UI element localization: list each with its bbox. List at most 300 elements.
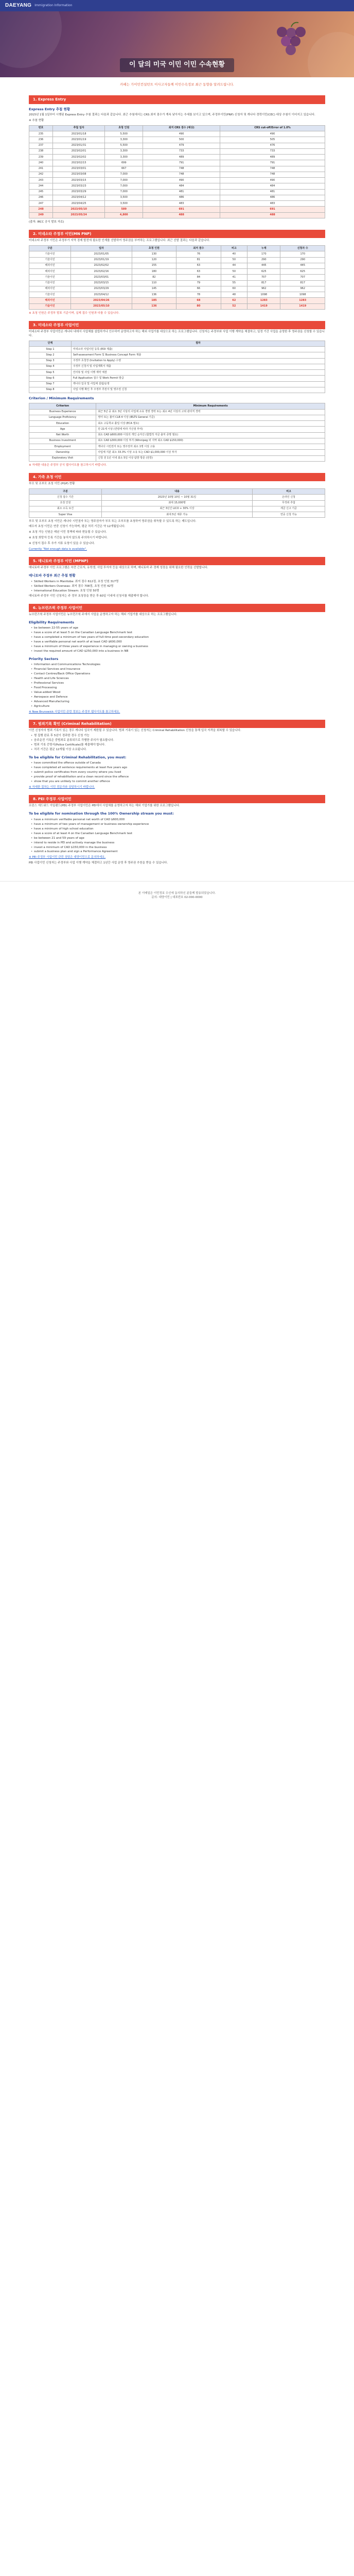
list-item: • Value-added Wood	[31, 691, 325, 695]
table-row	[29, 178, 325, 183]
section-3-note: ※ 자세한 내용은 주정부 공식 웹사이트를 참고하시기 바랍니다.	[29, 463, 107, 467]
list-item: • have a completed a minimum of two years of full-time post-secondary education	[31, 636, 325, 640]
table-row	[29, 364, 325, 369]
footer-line-2: 문의: 대양이민 | 대표번호 02-000-0000	[151, 896, 203, 900]
section-6-subheading: Eligibility Requirements	[29, 620, 75, 624]
list-item: • have a minimum of two years of management or business ownership experience	[31, 823, 325, 827]
table-cell: 2023/02/16	[71, 269, 132, 275]
table-cell: 240	[29, 160, 53, 166]
table-cell: 476	[220, 143, 325, 148]
section-8-subheading: To be eligible for nomination through the 100% Ownership stream you must:	[29, 811, 174, 816]
table-cell: 3,300	[105, 148, 143, 154]
table-cell: 748	[220, 172, 325, 177]
table-row	[29, 201, 325, 207]
table-row	[29, 381, 325, 387]
section-8-p2: PEI 사업이민 신청자는 주정부와 사업 이행 계약을 체결하고 1년간 사업 운영 후 영주권 추천을 받을 수 있습니다.	[29, 861, 168, 865]
table-cell: 625	[280, 269, 325, 275]
table-cell: 인터뷰 및 사업 이행 계약 체결	[71, 370, 325, 376]
table-cell: 해외이민	[29, 269, 71, 275]
table-row	[29, 137, 325, 143]
table-cell: 주정부 신청서 및 사업계획서 제출	[71, 364, 325, 369]
section-6-p1: 뉴브런즈윅 주정부 사업이민은 뉴브런즈윅 주에서 사업을 운영하고자 하는 해외 기업가를 대상으로 하는 프로그램입니다.	[29, 613, 178, 616]
table-cell: 온라인 신청	[253, 495, 325, 500]
table-cell: 290	[247, 257, 280, 263]
table-cell: 영어 또는 불어 CLB 4 이상 (IELTS General 기준)	[96, 415, 325, 420]
table-cell: 691	[143, 207, 220, 212]
table-cell: 239	[29, 155, 53, 160]
table-cell: 2023/03/23	[52, 183, 104, 189]
table-cell: 180	[132, 269, 176, 275]
list-item: • 형 집행 완료 후 5년이 경과한 경우 신청 가능	[31, 734, 325, 738]
table-cell: 66	[176, 286, 221, 292]
list-item: • Skilled Workers in Manitoba: 최저 점수 612점, 초청 인원 317명	[31, 580, 325, 584]
table-cell: 해외이민	[29, 263, 71, 268]
table-row	[29, 275, 325, 280]
list-item: • have a verifiable personal net worth of at least CAD $600,000	[31, 640, 325, 645]
table-cell: Step 2	[29, 352, 72, 358]
table-cell: 최대 5년 체류 가능	[101, 512, 252, 518]
list-item: • Health and Life Sciences	[31, 677, 325, 681]
table-cell: 707	[247, 275, 280, 280]
content	[0, 95, 354, 866]
table-row	[29, 189, 325, 195]
table-cell: 500	[143, 137, 220, 143]
table-row	[29, 370, 325, 376]
table-cell: 사업체 지분 최소 33.3% 이상 소유 또는 CAD $1,000,000 이상 투자	[96, 450, 325, 455]
brand-logo[interactable]: DAEYANG	[5, 2, 32, 8]
table-cell: 625	[247, 269, 280, 275]
table-cell: 사업 이행 확인 후 주정부 추천서 및 영주권 신청	[71, 387, 325, 393]
table-cell: 2023/02/15	[52, 160, 104, 166]
table-cell: 244	[29, 183, 53, 189]
section-1-note: ※ 추첨 현황	[29, 118, 44, 122]
table-cell: 170	[280, 251, 325, 257]
list-item: • 음주운전 기록은 중범죄로 분류되므로 각별한 주의가 필요합니다.	[31, 739, 325, 743]
table-cell: 235	[29, 131, 53, 137]
table-row	[29, 500, 325, 506]
table-row	[29, 257, 325, 263]
table-cell: 2023/04/25	[52, 201, 104, 207]
table-cell: 세금 신고 기준	[253, 506, 325, 512]
section-5-p1: 매니토바 주정부 이민 프로그램은 숙련 근로자, 유학생, 사업 투자자 등을 대상으로 하며, 매니토바 주 경제 성장을 위해 필요한 인력을 선발합니다.	[29, 566, 208, 570]
section-6-sectors	[31, 663, 325, 709]
section-4-link[interactable]: Currently "Not enough data is available".	[29, 548, 87, 551]
table-cell: 해외이민	[29, 298, 71, 303]
table-header-cell: 비고	[221, 246, 247, 251]
table-row	[29, 455, 325, 461]
table-cell: 최소 CAD $300,000 이상 투자 (Winnipeg 외 지역 최소 CAD $150,000)	[96, 438, 325, 444]
list-item: ※ 초청 가능 인원은 매년 이민 정책에 따라 변동될 수 있습니다.	[29, 531, 107, 534]
table-header-cell: CRS cut-off/Error of 1.0%	[220, 125, 325, 131]
table-cell: 791	[220, 160, 325, 166]
table-cell: 488	[143, 212, 220, 218]
table-row	[29, 495, 325, 500]
table-row	[29, 506, 325, 512]
table-cell: 589	[105, 207, 143, 212]
section-3-subheading: Criterion / Minimum Requirements	[29, 396, 94, 401]
list-item: • Food Processing	[31, 686, 325, 690]
table-cell: 486	[143, 195, 220, 200]
table-cell: 40	[221, 251, 247, 257]
table-row	[29, 131, 325, 137]
list-item: • have a minimum of high school education	[31, 827, 325, 832]
section-1-desc: 2015년 1월 1일부터 시행된 Express Entry 추첨 결과는 다음과 같습니다. 최근 추첨에서는 CRS 최저 점수가 계속 낮아지는 추세를 보이고 있으며, 주정부이민(PNP) 신청자 및 캐나다 경력이민(CEC) 대상 추첨이 이어지고 있습니다.	[29, 113, 315, 116]
table-row	[29, 143, 325, 148]
table-header-cell: 비고	[253, 489, 325, 495]
table-cell: 1419	[280, 303, 325, 309]
table-cell: 78	[176, 292, 221, 298]
table-row	[29, 280, 325, 286]
table-row	[29, 409, 325, 415]
table-cell: 748	[220, 166, 325, 172]
table-cell: 445	[247, 263, 280, 268]
table-row	[29, 160, 325, 166]
list-item: • Aerospace and Defence	[31, 696, 325, 700]
table-cell: 2023/01/19	[71, 257, 132, 263]
section-8-link[interactable]: ※ PEI 주정부 사업이민 관련 상담은 대양이민으로 문의하세요.	[29, 856, 106, 859]
table-cell: 55	[221, 280, 247, 286]
hero-banner	[0, 11, 354, 77]
table-cell: 2023/02/01	[52, 148, 104, 154]
table-cell: 243	[29, 178, 53, 183]
table-cell: 최대 15,000명	[101, 500, 252, 506]
table-cell: 486	[220, 195, 325, 200]
table-cell: 최근 3년간 LICO + 30% 이상	[101, 506, 252, 512]
table-cell: 48	[221, 292, 247, 298]
table-header-cell: 번호	[29, 125, 53, 131]
table-cell: 136	[132, 303, 176, 309]
table-row	[29, 376, 325, 381]
section-4-heading: 4. 가족 초청 이민	[29, 473, 325, 481]
table-row	[29, 148, 325, 154]
table-row	[29, 212, 325, 218]
table-cell: 1098	[280, 292, 325, 298]
table-cell: 2023/02/02	[71, 263, 132, 268]
table-cell: 기술이민	[29, 275, 71, 280]
table-header-cell: 초청 인원	[105, 125, 143, 131]
list-item: • have a minimum of three years of experience in managing or owning a business	[31, 645, 325, 649]
list-item: • be between 22-55 years of age	[31, 626, 325, 631]
table-cell: 2023/01/31	[52, 143, 104, 148]
table-cell: 52	[221, 303, 247, 309]
table-cell: 7,000	[105, 172, 143, 177]
table-row	[29, 358, 325, 364]
table-cell: 3,300	[105, 137, 143, 143]
list-item: • intend to reside in PEI and actively manage the business	[31, 841, 325, 845]
table-cell: 490	[143, 131, 220, 137]
table-header-cell: 누계	[247, 246, 280, 251]
intro-text: 카페는 가이민컨설턴트 이사고자들께 이민수속정보 최근 동향을 알려드립니다.	[120, 82, 234, 87]
table-cell: 238	[29, 148, 53, 154]
table-cell: 490	[220, 131, 325, 137]
table-cell: Language Proficiency	[29, 415, 96, 420]
table-cell: Business Experience	[29, 409, 96, 415]
table-row	[29, 421, 325, 427]
section-7-p1: 이민 신청자의 범죄 기록이 있는 경우 캐나다 입국이 제한될 수 있습니다. 범죄 기록이 있는 신청자는 Criminal Rehabilitation 신청을 통해 입국 자격을 회복할 수 있습니다.	[29, 729, 241, 733]
table-cell: 237	[29, 143, 53, 148]
list-item: • have a score of at least 4 on the Canadian Language Benchmark test	[31, 832, 325, 836]
table-row	[29, 286, 325, 292]
table-cell: 2023/01/18	[52, 131, 104, 137]
table-cell: 242	[29, 172, 53, 177]
table-row	[29, 387, 325, 393]
table-cell: 2023/03/29	[52, 189, 104, 195]
section-4-p2: 배우자 초청 이민은 연중 신청이 가능하며, 평균 처리 기간은 약 12개월입니다.	[29, 525, 126, 529]
table-cell: 무작위 추첨	[253, 500, 325, 506]
section-5-subheading: 매니토바 주정부 최근 추첨 현황	[29, 573, 76, 578]
table-cell: 707	[280, 275, 325, 280]
section-3-desc: 미네소타 주정부 사업이민은 캐나다 내에서 사업체를 설립하거나 인수하여 운영하고자 하는 해외 사업가를 대상으로 하는 프로그램입니다. 신청자는 주정부와 사업 이행 계약을 체결하고, 일정 기간 사업을 운영한 후 영주권을 신청할 수 있습니다.	[29, 330, 325, 337]
newsletter-page	[0, 0, 354, 916]
list-item: • 범죄 기록 증명서(Police Certificate)를 제출해야 합니다.	[31, 743, 325, 748]
table-cell: Step 7	[29, 381, 72, 387]
table-cell: 290	[280, 257, 325, 263]
table-cell: 44	[221, 263, 247, 268]
table-cell: Step 1	[29, 347, 72, 352]
table-cell: Business Investment	[29, 438, 96, 444]
table-cell: 236	[29, 137, 53, 143]
table-cell: 2023/05/10	[52, 207, 104, 212]
table-header-cell: 구분	[29, 489, 102, 495]
table-cell: 484	[220, 183, 325, 189]
table-cell: 120	[132, 257, 176, 263]
table-cell: 초청 인원	[29, 500, 102, 506]
table-cell: 미네소타 사업이민 등록 (EOI 제출)	[71, 347, 325, 352]
table-cell: 733	[143, 148, 220, 154]
brand-subtitle: Immigration Information	[34, 3, 73, 7]
section-2-desc: 미네소타 주정부 이민은 주정부가 지역 경제 발전에 필요한 인재를 선발하여 영주권을 부여하는 프로그램입니다. 최근 선발 결과는 다음과 같습니다.	[29, 239, 210, 243]
table-cell: Employment	[29, 444, 96, 450]
table-cell: 246	[29, 195, 53, 200]
list-item: • provide proof of rehabilitation and a clean record since the offence	[31, 775, 325, 779]
table-cell: 733	[220, 148, 325, 154]
table-cell: 488	[220, 212, 325, 218]
table-cell: 245	[29, 189, 53, 195]
list-item: • invest a minimum of CAD $150,000 in the business	[31, 846, 325, 850]
table-cell: 2023/02/02	[52, 155, 104, 160]
table-cell: 483	[220, 201, 325, 207]
table-cell: 50	[221, 269, 247, 275]
list-item: • show that you are unlikely to commit another offence	[31, 780, 325, 784]
table-cell: 2023/04/12	[52, 195, 104, 200]
table-cell: Step 5	[29, 370, 72, 376]
table-header-cell: 최저 CRS 점수 (예상)	[143, 125, 220, 131]
table-cell: 817	[280, 280, 325, 286]
table-header-cell: Criterion	[29, 403, 96, 409]
table-cell: 481	[220, 189, 325, 195]
table-row	[29, 352, 325, 358]
table-cell: 249	[29, 212, 53, 218]
table-cell: 1283	[247, 298, 280, 303]
footer	[0, 881, 354, 916]
section-2-heading: 2. 미네소타 주정부 이민(MN PNP)	[29, 230, 325, 238]
table-cell: 63	[176, 263, 221, 268]
table-header-cell: 일자	[71, 246, 132, 251]
table-cell: 4,800	[105, 212, 143, 218]
express-entry-table	[29, 125, 325, 218]
table-cell: 699	[105, 160, 143, 166]
list-item: ※ 신청서 접수 후 추가 서류 요청이 있을 수 있습니다.	[29, 542, 95, 546]
list-item: • Skilled Workers Overseas: 최저 점수 708점, 초청 인원 42명	[31, 585, 325, 589]
table-cell: 81	[176, 257, 221, 263]
table-cell: 기술이민	[29, 280, 71, 286]
section-2-note: ※ 초청 인원은 주정부 발표 기준이며, 실제 접수 인원과 다를 수 있습니다.	[29, 311, 120, 315]
table-cell: 신청 접수 기간	[29, 495, 102, 500]
table-cell: 2023/04/26	[71, 298, 132, 303]
table-row	[29, 427, 325, 432]
table-row	[29, 183, 325, 189]
table-cell: Step 8	[29, 387, 72, 393]
table-cell: 5,500	[105, 143, 143, 148]
table-row	[29, 450, 325, 455]
table-row	[29, 444, 325, 450]
table-row	[29, 263, 325, 268]
table-cell: 79	[176, 280, 221, 286]
table-cell: 748	[143, 166, 220, 172]
table-row	[29, 292, 325, 298]
list-item: • have completed all sentence requirements at least five years ago	[31, 766, 325, 770]
table-header-cell: Minimum Requirements	[96, 403, 325, 409]
table-cell: 2023/05/10	[71, 303, 132, 309]
table-cell: 2023/03/01	[71, 275, 132, 280]
table-cell: 2023/03/15	[52, 178, 104, 183]
section-1-heading: 1. Express Entry	[29, 95, 325, 104]
table-cell: 연중 신청 가능	[253, 512, 325, 518]
table-cell: Net Worth	[29, 432, 96, 438]
table-cell: 817	[247, 280, 280, 286]
table-cell: 489	[220, 155, 325, 160]
table-header-cell: 절차	[71, 341, 325, 346]
table-cell: 68	[176, 298, 221, 303]
table-cell: 기술이민	[29, 251, 71, 257]
list-item: • submit police certificates from every country where you lived	[31, 771, 325, 775]
table-cell: 41	[221, 275, 247, 280]
family-table	[29, 488, 325, 518]
table-cell: 60	[221, 286, 247, 292]
table-cell: 1419	[247, 303, 280, 309]
table-row	[29, 207, 325, 212]
table-row	[29, 438, 325, 444]
section-7-list	[31, 734, 325, 752]
table-cell: 2023/04/12	[71, 292, 132, 298]
section-8-p1: 프린스 에드워드 아일랜드(PEI) 주정부 사업이민은 PEI에서 사업체를 운영하고자 하는 해외 기업가를 위한 프로그램입니다.	[29, 804, 180, 808]
table-cell: 2023/03/29	[71, 286, 132, 292]
table-cell: 기술이민	[29, 292, 71, 298]
business-steps-table	[29, 341, 325, 393]
section-3-heading: 3. 미네소타 주정부 사업이민	[29, 321, 325, 329]
table-cell: Ownership	[29, 450, 96, 455]
table-row	[29, 269, 325, 275]
brand-bar	[0, 0, 354, 11]
section-6-link[interactable]: ※ New Brunswick 사업이민 관련 정보는 주정부 웹사이트를 참고하세요.	[29, 710, 120, 714]
table-row	[29, 172, 325, 177]
table-row	[29, 512, 325, 518]
table-cell: 2023/03/08	[52, 172, 104, 177]
table-cell: Step 3	[29, 358, 72, 364]
table-cell: 63	[176, 269, 221, 275]
section-1-subheading: Express Entry 추첨 현황	[29, 107, 70, 111]
table-header-cell: 신청자 수	[280, 246, 325, 251]
table-header-cell: 초청 인원	[132, 246, 176, 251]
list-item: • have committed the offence outside of Canada	[31, 761, 325, 766]
table-cell: 82	[132, 275, 176, 280]
section-7-link[interactable]: ※ 자세한 절차는 이민 전문가와 상담하시기 바랍니다.	[29, 786, 95, 789]
table-cell: 기술이민	[29, 257, 71, 263]
table-cell: 76	[176, 251, 221, 257]
table-cell: 130	[132, 251, 176, 257]
section-7-subheading: To be eligible for Criminal Rehabilitation, you must:	[29, 755, 127, 759]
list-item: • Information and Communications Technologies	[31, 663, 325, 667]
table-cell: 캐나다 입국 및 사업체 설립/운영	[71, 381, 325, 387]
table-cell: 791	[143, 160, 220, 166]
table-cell: 484	[143, 183, 220, 189]
table-cell: 7,000	[105, 178, 143, 183]
table-cell: 62	[221, 298, 247, 303]
list-item: • be between 21 and 59 years of age	[31, 837, 325, 841]
table-row	[29, 347, 325, 352]
section-7-heading: 7. 범죄기록 확인 (Criminal Rehabilitation)	[29, 720, 325, 728]
table-cell: Age	[29, 427, 96, 432]
section-5-p2: 매니토바 주정부 이민 신청자는 주 정부 초청장을 받은 후 60일 이내에 신청서를 제출해야 합니다.	[29, 594, 149, 598]
table-cell: 1098	[247, 292, 280, 298]
section-6-subheading-2: Priority Sectors	[29, 656, 59, 661]
table-cell: 80	[176, 303, 221, 309]
section-4-p1: 부모 및 조부모 초청 이민은 캐나다 시민권자 또는 영주권자가 부모 또는 조부모를 초청하여 영주권을 취득할 수 있도록 하는 제도입니다.	[29, 520, 197, 523]
table-cell: 만 21세 이상 (연령에 따라 가산점 부여)	[96, 427, 325, 432]
table-cell: 2023/03/01	[52, 166, 104, 172]
table-cell: 170	[247, 251, 280, 257]
table-row	[29, 195, 325, 200]
section-5-heading: 5. 매니토바 주정부 이민 (MPNP)	[29, 557, 325, 565]
section-7-list-2	[31, 761, 325, 784]
table-cell: 최소 소득 요건	[29, 506, 102, 512]
table-header-cell: 구분	[29, 246, 71, 251]
table-cell: 3,500	[105, 195, 143, 200]
table-cell: 최근 5년 중 최소 3년 이상의 사업체 소유 경영 경력 또는 최소 4년 이상의 고위 관리직 경력	[96, 409, 325, 415]
table-header-cell: 내용	[101, 489, 252, 495]
table-row	[29, 166, 325, 172]
list-item: • 처리 기간은 평균 12개월 이상 소요됩니다.	[31, 748, 325, 752]
table-cell: 505	[220, 137, 325, 143]
table-cell: 해외이민	[29, 286, 71, 292]
list-item: • Advanced Manufacturing	[31, 700, 325, 704]
table-cell: 489	[143, 155, 220, 160]
footer-line-1: 본 이메일은 이민정보 수신에 동의하신 분들께 발송되었습니다.	[138, 892, 216, 895]
table-cell: 479	[143, 143, 220, 148]
table-cell: 1283	[280, 298, 325, 303]
section-1-footnote: (출처: IRCC 공식 발표 자료)	[29, 220, 64, 224]
table-cell: Step 4	[29, 364, 72, 369]
table-cell: 248	[29, 207, 53, 212]
table-cell: 7,000	[105, 183, 143, 189]
list-item: • Professional Services	[31, 682, 325, 686]
list-item: ※ 초청 희망자 등록 기간을 놓치지 않도록 주의하시기 바랍니다.	[29, 536, 108, 540]
table-cell: 483	[143, 201, 220, 207]
table-cell: 캐나다 시민권자 또는 영주권자 최소 1명 이상 고용	[96, 444, 325, 450]
table-row	[29, 303, 325, 309]
table-cell: Step 6	[29, 376, 72, 381]
table-cell: 신청 전 1년 이내 최소 5일 이상 탐방 방문 (권장)	[96, 455, 325, 461]
table-cell: 490	[143, 178, 220, 183]
table-cell: 2023/01/19	[52, 137, 104, 143]
table-cell: 3,300	[105, 155, 143, 160]
table-cell: 247	[29, 201, 53, 207]
table-cell: 145	[132, 286, 176, 292]
list-item: • invest the required amount of CAD $250,000 into a business in NB	[31, 650, 325, 654]
table-cell: 445	[280, 263, 325, 268]
table-cell: 691	[220, 207, 325, 212]
table-row	[29, 298, 325, 303]
